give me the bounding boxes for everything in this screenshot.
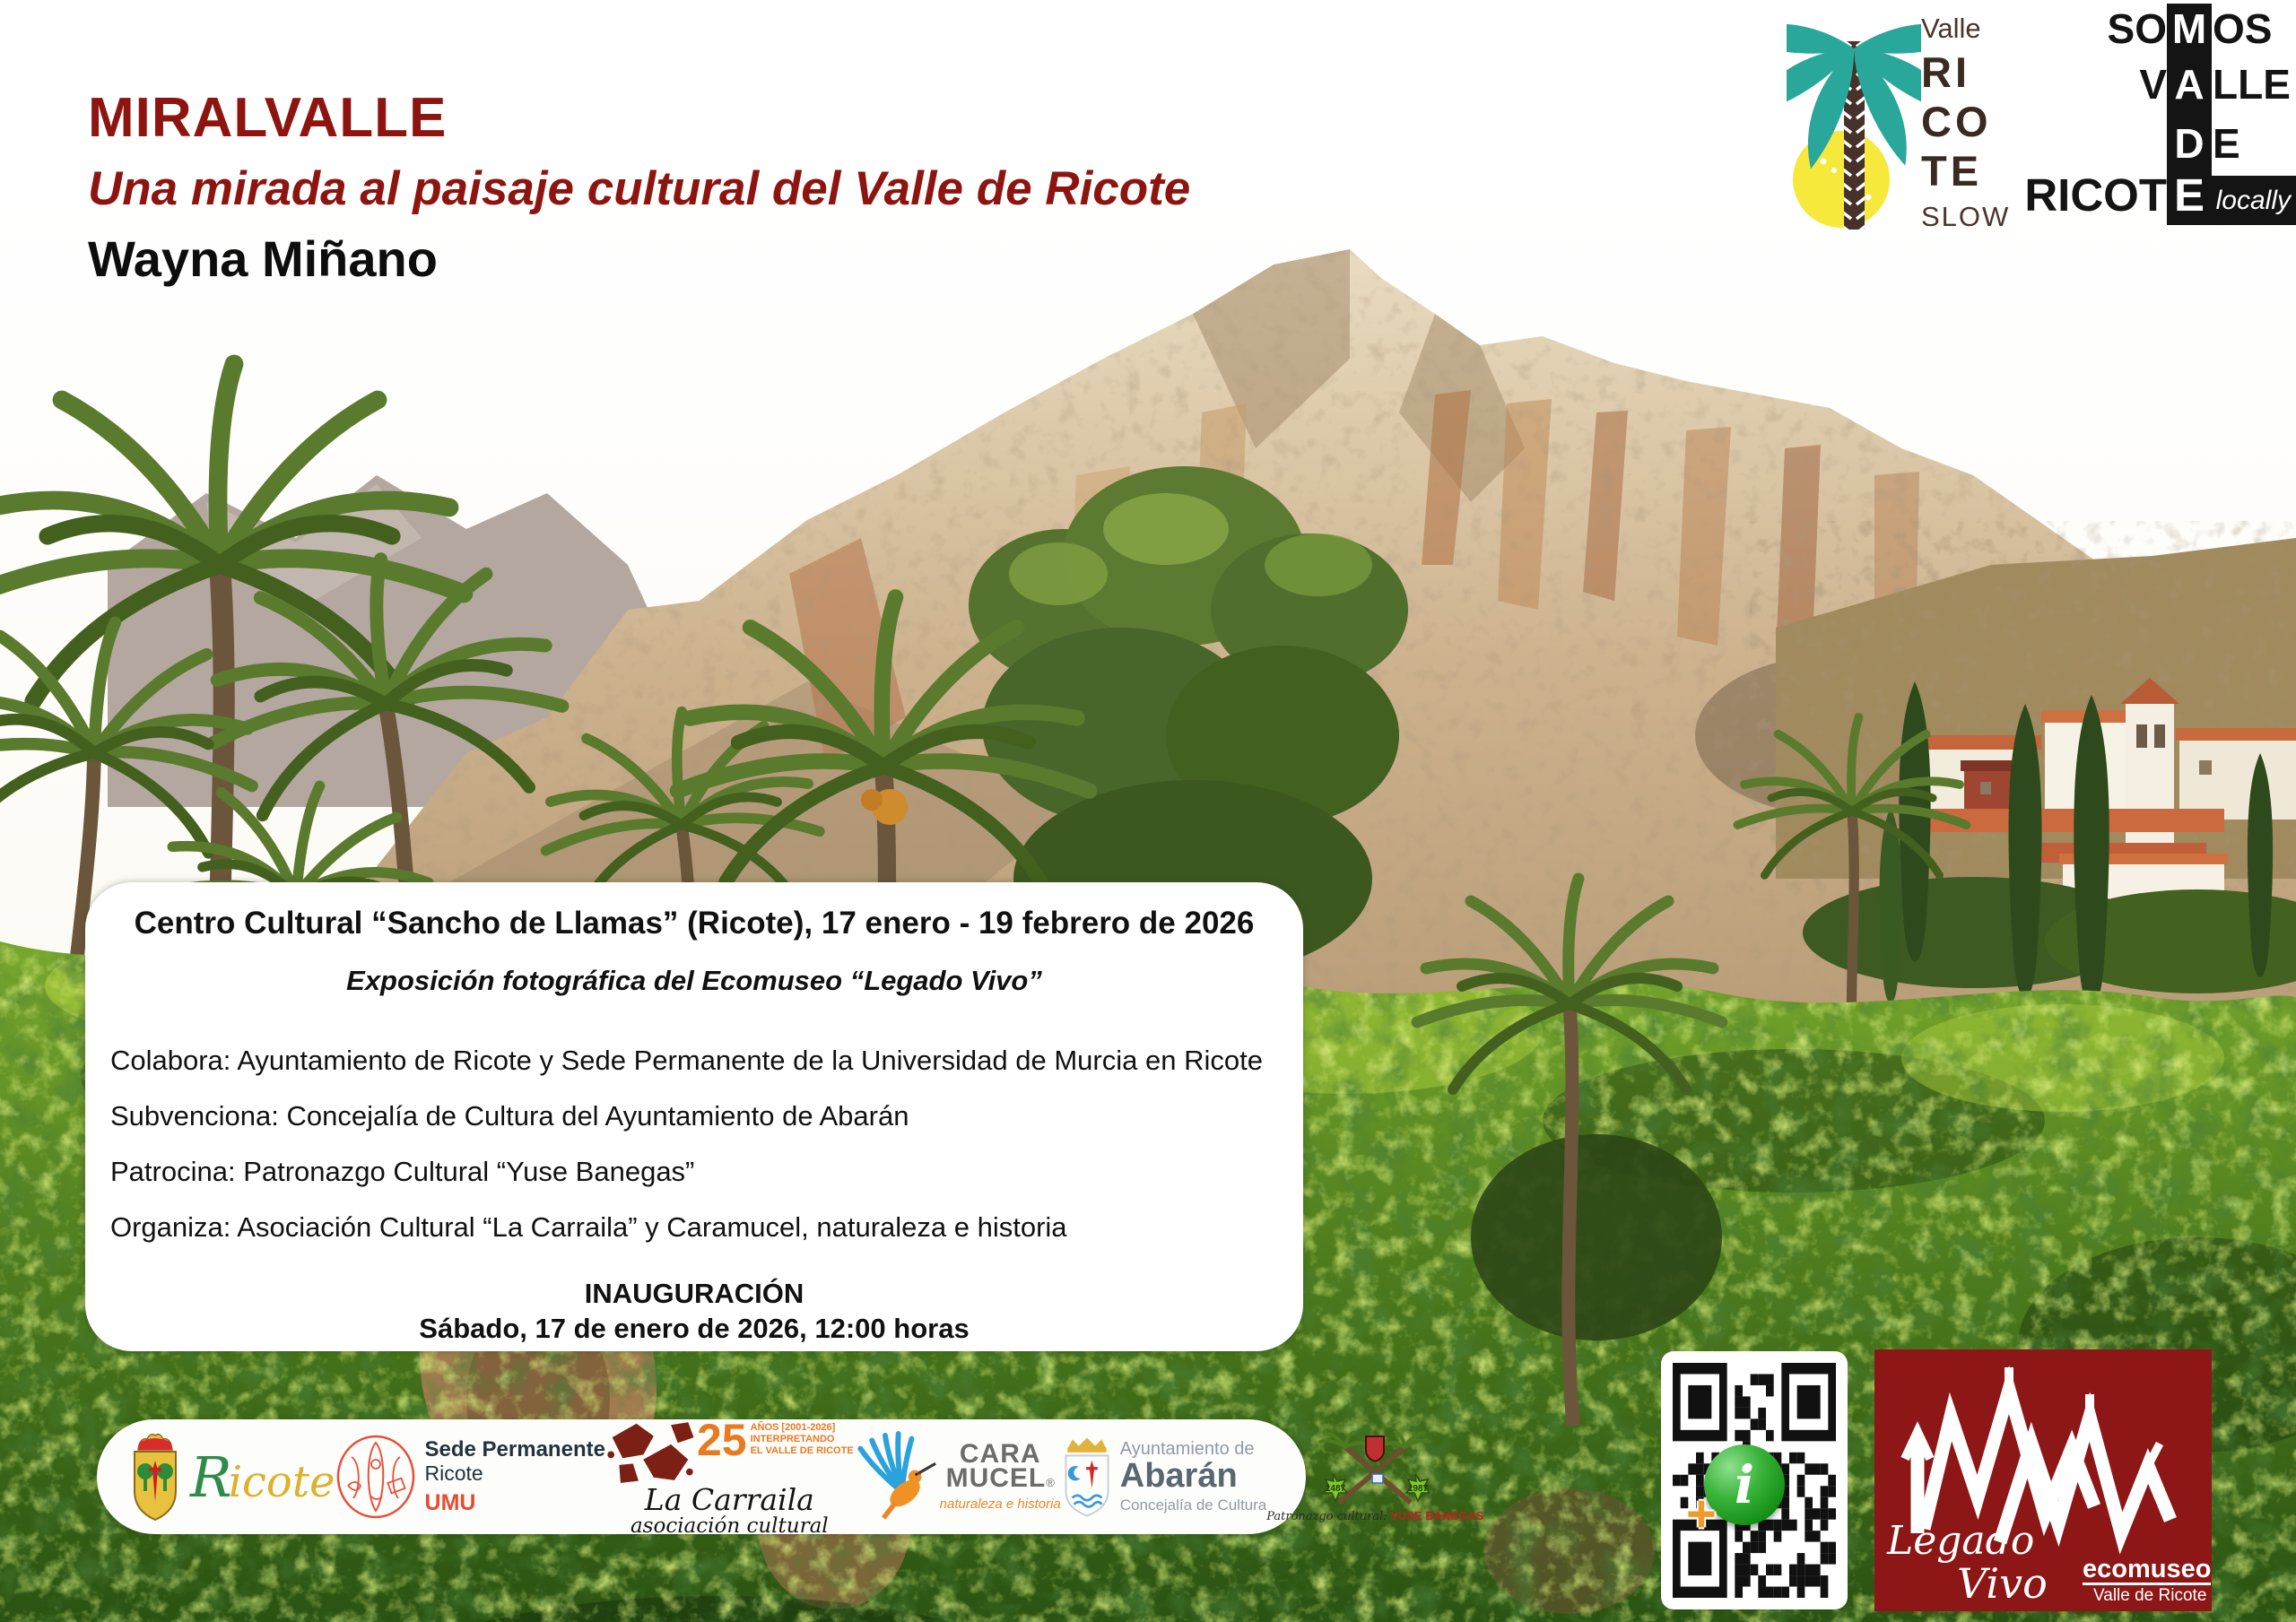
somos-valle-de-ricote-logo (2021, 4, 2296, 235)
carraila-25: 25 (696, 1415, 747, 1465)
vivo-word: Vivo (1957, 1559, 2048, 1608)
sponsor-abaran (1061, 1434, 1266, 1520)
de-row: D E (2174, 120, 2240, 167)
yuse-caption: Patronazgo cultural: YUSE BANEGAS (1266, 1508, 1484, 1523)
locally-label: locally (2215, 185, 2291, 215)
umu-text: Sede Permanente Ricote UMU (424, 1437, 605, 1515)
sponsor-umu (335, 1434, 605, 1520)
inauguration-date: Sábado, 17 de enero de 2026, 12:00 horas (419, 1313, 970, 1344)
inauguration-title: INAUGURACIÓN (584, 1278, 804, 1309)
slow-ri: RI (1921, 48, 1970, 96)
credit-organiza: Organiza: Asociación Cultural “La Carraila” y Caramucel, naturaleza e historia (110, 1211, 1067, 1243)
svg-text:1987: 1987 (1408, 1483, 1429, 1494)
carraila-name: La Carraila (644, 1482, 814, 1517)
carraila-map-icon (605, 1417, 695, 1483)
sponsor-bar (97, 1415, 1484, 1538)
qr-card (1661, 1351, 1848, 1609)
abaran-coat-of-arms-icon (1061, 1434, 1113, 1520)
ricote-row: RICOT E (2024, 169, 2205, 221)
venue-dates-line: Centro Cultural “Sancho de Llamas” (Ricote), 17 enero - 19 febrero de 2026 (134, 906, 1255, 941)
sponsor-la-carraila (605, 1417, 854, 1537)
sponsor-caramucel (854, 1430, 1061, 1523)
event-details-box (85, 882, 1303, 1351)
carraila-subtitle: asociación cultural (630, 1514, 829, 1538)
credits-list (85, 1033, 1303, 1255)
credit-subvenciona: Subvenciona: Concejalía de Cultura del Ayuntamiento de Abarán (110, 1100, 909, 1132)
carraila-years-text: AÑOS [2001-2026] INTERPRETANDO EL VALLE DE RICOTE (750, 1422, 854, 1456)
valle-de-ricote-label: Valle de Ricote (2093, 1586, 2207, 1605)
legado-word: Legado (1887, 1518, 2035, 1564)
caramucel-text: CARA MUCEL® naturaleza e historia (939, 1438, 1061, 1512)
ecomuseo-label: ecomuseo (2083, 1556, 2211, 1585)
caramucel-bird-icon (854, 1430, 936, 1523)
poster-author: Wayna Miñano (88, 230, 438, 287)
credit-patrocina: Patrocina: Patronazgo Cultural “Yuse Banegas” (110, 1156, 695, 1187)
sponsor-yuse-banegas (1266, 1431, 1483, 1523)
slow-valle-label: Valle (1921, 13, 1981, 44)
abaran-text: Ayuntamiento de Abarán Concejalía de Cultura (1119, 1439, 1267, 1514)
valle-ricote-slow-logo (1921, 14, 2010, 230)
slow-slow-label: SLOW (1921, 201, 2011, 232)
poster-title: MIRALVALLE (88, 87, 448, 149)
info-icon: i (1704, 1444, 1785, 1525)
exhibition-line: Exposición fotográfica del Ecomuseo “Legado Vivo” (346, 965, 1042, 996)
legado-vivo-logo (1874, 1349, 2212, 1611)
ricote-coat-of-arms-icon (127, 1430, 183, 1523)
ricote-script-wordmark: Ricote (190, 1444, 335, 1510)
somos-row: SO M OS (2107, 5, 2273, 52)
svg-text:1487: 1487 (1326, 1483, 1346, 1494)
sponsor-ricote (127, 1430, 335, 1523)
slow-te: TE (1921, 147, 1983, 195)
lemon-icon (1793, 131, 1890, 228)
credit-colabora: Colabora: Ayuntamiento de Ricote y Sede Permanente de la Universidad de Murcia en Ricote (110, 1045, 1263, 1076)
valle-ricote-slow-palm-icon (1787, 7, 1921, 231)
poster-subtitle: Una mirada al paisaje cultural del Valle de Ricote (88, 162, 1191, 215)
valle-row: V A LLE (2139, 61, 2291, 108)
slow-co: CO (1921, 98, 1992, 145)
plus-icon: + (1686, 1485, 1717, 1543)
yuse-crossed-palms-icon (1308, 1431, 1442, 1508)
umu-seal-icon (335, 1434, 416, 1520)
